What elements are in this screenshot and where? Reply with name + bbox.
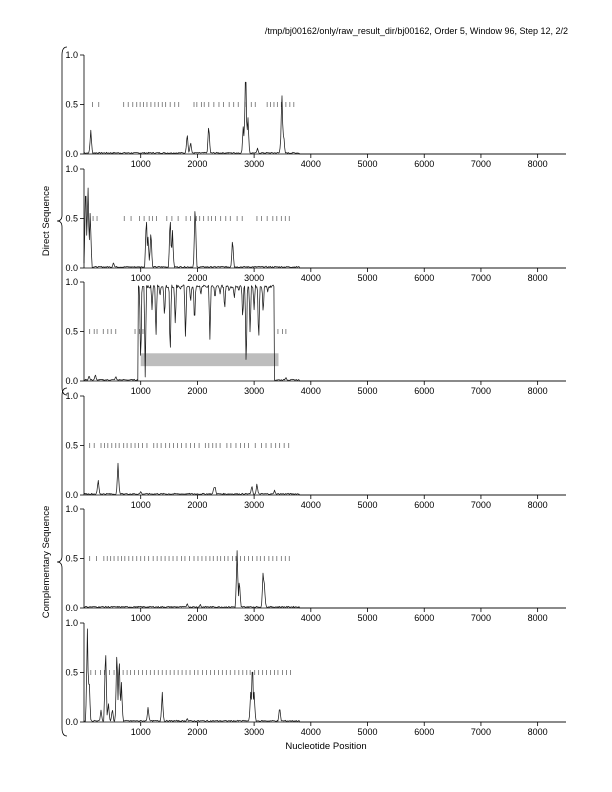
coding-probability-line xyxy=(84,463,566,495)
x-tick-label: 7000 xyxy=(470,159,491,169)
x-tick-label: 1000 xyxy=(130,613,151,623)
y-tick-label: 1.0 xyxy=(65,504,78,514)
panel-frame-2 xyxy=(65,277,566,396)
y-tick-label: 1.0 xyxy=(65,50,78,60)
x-tick-label: 8000 xyxy=(527,159,548,169)
y-tick-label: 0.0 xyxy=(65,149,78,159)
x-tick-label: 3000 xyxy=(244,613,265,623)
y-tick-label: 0.5 xyxy=(65,213,78,224)
group-brace-1 xyxy=(41,388,67,736)
x-tick-label: 5000 xyxy=(357,727,378,737)
x-tick-label: 1000 xyxy=(130,159,151,169)
x-tick-label: 5000 xyxy=(357,273,378,283)
x-tick-label: 4000 xyxy=(300,159,321,169)
x-tick-label: 7000 xyxy=(470,273,491,283)
x-tick-label: 3000 xyxy=(244,273,265,283)
x-tick-label: 2000 xyxy=(187,273,208,283)
x-tick-label: 7000 xyxy=(470,386,491,396)
y-tick-label: 0.5 xyxy=(65,326,78,337)
x-tick-label: 2000 xyxy=(187,613,208,623)
x-tick-label: 4000 xyxy=(300,500,321,510)
y-tick-label: 0.5 xyxy=(65,667,78,678)
x-tick-label: 8000 xyxy=(527,613,548,623)
x-tick-label: 5000 xyxy=(357,613,378,623)
y-tick-label: 1.0 xyxy=(65,391,78,401)
x-tick-label: 3000 xyxy=(244,386,265,396)
y-tick-label: 1.0 xyxy=(65,277,78,287)
panels-layer xyxy=(65,50,566,737)
coding-probability-line xyxy=(84,629,566,722)
plot-header: /tmp/bj00162/only/raw_result_dir/bj00162, Order 5, Window 96, Step 12, 2/2 xyxy=(264,26,568,36)
x-tick-label: 1000 xyxy=(130,500,151,510)
x-tick-label: 8000 xyxy=(527,273,548,283)
panel-frame-1 xyxy=(65,164,566,283)
y-tick-label: 0.0 xyxy=(65,376,78,386)
orf-box xyxy=(141,353,279,366)
x-tick-label: 8000 xyxy=(527,727,548,737)
x-tick-label: 2000 xyxy=(187,386,208,396)
y-tick-label: 0.5 xyxy=(65,553,78,564)
group-labels-layer xyxy=(41,47,67,736)
y-tick-label: 1.0 xyxy=(65,164,78,174)
y-tick-label: 0.0 xyxy=(65,263,78,273)
coding-probability-line xyxy=(84,551,566,608)
y-tick-label: 1.0 xyxy=(65,618,78,628)
group-label: Direct Sequence xyxy=(41,185,52,257)
group-label: Complementary Sequence xyxy=(41,505,52,619)
x-tick-label: 3000 xyxy=(244,159,265,169)
panel-frame-3 xyxy=(65,391,566,510)
x-tick-label: 1000 xyxy=(130,273,151,283)
x-tick-label: 1000 xyxy=(130,386,151,396)
y-tick-label: 0.5 xyxy=(65,99,78,110)
x-tick-label: 8000 xyxy=(527,500,548,510)
x-tick-label: 4000 xyxy=(300,727,321,737)
x-tick-label: 3000 xyxy=(244,500,265,510)
panel-frame-0 xyxy=(65,50,566,169)
x-tick-label: 6000 xyxy=(414,500,435,510)
x-tick-label: 2000 xyxy=(187,727,208,737)
x-tick-label: 8000 xyxy=(527,386,548,396)
y-tick-label: 0.5 xyxy=(65,440,78,451)
x-tick-label: 4000 xyxy=(300,613,321,623)
coding-probability-line xyxy=(84,285,566,381)
x-tick-label: 5000 xyxy=(357,386,378,396)
x-tick-label: 1000 xyxy=(130,727,151,737)
x-tick-label: 6000 xyxy=(414,386,435,396)
x-tick-label: 6000 xyxy=(414,159,435,169)
group-brace-0 xyxy=(41,47,67,395)
coding-probability-line xyxy=(84,82,566,154)
x-axis-label: Nucleotide Position xyxy=(285,741,367,752)
panel-frame-4 xyxy=(65,504,566,623)
x-tick-label: 7000 xyxy=(470,613,491,623)
x-tick-label: 5000 xyxy=(357,159,378,169)
coding-probability-line xyxy=(84,188,566,268)
x-tick-label: 6000 xyxy=(414,273,435,283)
x-tick-label: 3000 xyxy=(244,727,265,737)
x-tick-label: 4000 xyxy=(300,273,321,283)
x-tick-label: 5000 xyxy=(357,500,378,510)
x-tick-label: 2000 xyxy=(187,159,208,169)
x-tick-label: 7000 xyxy=(470,727,491,737)
y-tick-label: 0.0 xyxy=(65,603,78,613)
panel-frame-5 xyxy=(65,618,566,737)
y-tick-label: 0.0 xyxy=(65,490,78,500)
x-tick-label: 4000 xyxy=(300,386,321,396)
x-tick-label: 6000 xyxy=(414,727,435,737)
x-tick-label: 7000 xyxy=(470,500,491,510)
x-tick-label: 2000 xyxy=(187,500,208,510)
y-tick-label: 0.0 xyxy=(65,717,78,727)
x-tick-label: 6000 xyxy=(414,613,435,623)
